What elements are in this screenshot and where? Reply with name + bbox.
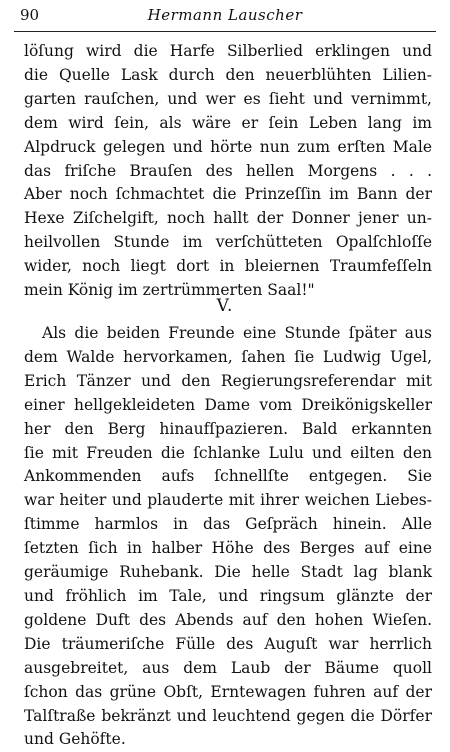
text-line: ausgebreitet, aus dem Laub der Bäume quoll xyxy=(24,658,432,677)
text-line: Aber noch ſchmachtet die Prinzeſſin im Bann der xyxy=(24,185,432,204)
page-header xyxy=(14,6,436,28)
page-number: 90 xyxy=(20,6,40,24)
text-line: Alpdruck gelegen und hörte nun zum erſten Male xyxy=(24,137,432,156)
text-line: dem Walde hervorkamen, ſahen ſie Ludwig Ugel, xyxy=(24,347,432,366)
text-line: Talſtraße bekränzt und leuchtend gegen die Dörfer xyxy=(24,706,432,725)
text-line: Ankommenden aufs ſchnellſte entgegen. Sie xyxy=(24,467,432,486)
text-line: her den Berg hinaufſpazieren. Bald erkannten xyxy=(24,419,432,438)
text-line: garten rauſchen, und wer es ſieht und vernimmt, xyxy=(24,89,432,108)
text-line: mein König im zertrümmerten Saal!" xyxy=(24,281,315,300)
text-line: ſtimme harmlos in das Geſpräch hinein. Alle xyxy=(24,515,432,534)
text-line: Als die beiden Freunde eine Stunde ſpäter aus xyxy=(42,324,432,342)
text-line: ſchon das grüne Obſt, Erntewagen fuhren auf der xyxy=(24,682,432,701)
text-line: Erich Tänzer und den Regierungsreferendar mit xyxy=(24,371,432,390)
text-line: einer hellgekleideten Dame vom Dreikönigskeller xyxy=(24,395,432,414)
text-line: löſung wird die Harfe Silberlied erklingen und xyxy=(24,42,432,60)
paragraph-continued xyxy=(24,40,432,303)
paragraph-section-v xyxy=(24,322,432,752)
text-line: war heiter und plauderte mit ihrer weichen Liebes- xyxy=(24,491,432,510)
text-line: geräumige Ruhebank. Die helle Stadt lag blank xyxy=(24,563,432,582)
text-line: dem wird ſein, als wäre er ſein Leben lang im xyxy=(24,113,432,132)
text-line: die Quelle Lask durch den neuerblühten Lilien- xyxy=(24,65,432,84)
text-line: und fröhlich im Tale, und ringsum glänzte der xyxy=(24,586,432,605)
text-line: Hexe Ziſchelgift, noch hallt der Donner jener un- xyxy=(24,209,432,228)
text-line: ſetzten ſich in halber Höhe des Berges auf eine xyxy=(24,539,432,558)
running-title: Hermann Lauscher xyxy=(147,6,303,24)
text-line: Die träumeriſche Fülle des Auguſt war herrlich xyxy=(24,634,432,653)
text-line: heilvollen Stunde im verſchütteten Opalſchloſſe xyxy=(24,233,432,252)
header-rule xyxy=(14,31,436,32)
text-line: das friſche Brauſen des hellen Morgens . . . xyxy=(24,161,432,180)
text-line: und Gehöfte. xyxy=(24,730,126,749)
text-line: goldene Duft des Abends auf den hohen Wieſen. xyxy=(24,610,432,629)
text-line: wider, noch liegt dort in bleiernen Traumfeſſeln xyxy=(24,257,432,276)
section-heading: V. xyxy=(216,296,234,316)
text-line: ſie mit Freuden die ſchlanke Lulu und eilten den xyxy=(24,443,432,462)
